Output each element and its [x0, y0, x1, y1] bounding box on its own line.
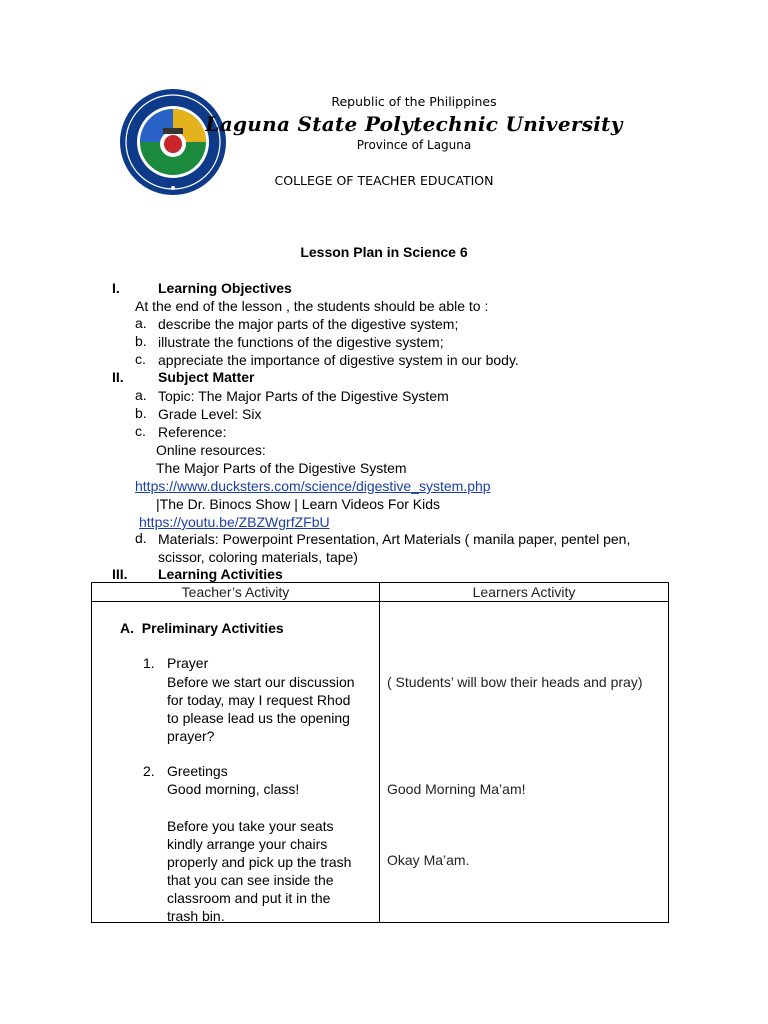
prayer-number: 1. [143, 655, 155, 671]
seats-line: properly and pick up the trash [167, 854, 352, 870]
objective-b: illustrate the functions of the digestive system; [158, 334, 444, 350]
topic: Topic: The Major Parts of the Digestive System [158, 388, 449, 404]
objective-b-letter: b. [135, 333, 147, 349]
materials-letter: d. [135, 530, 147, 546]
grade-level: Grade Level: Six [158, 406, 262, 422]
seats-line: kindly arrange your chairs [167, 836, 328, 852]
republic-header: Republic of the Philippines [331, 94, 497, 109]
learning-activities-table [91, 582, 669, 923]
online-resources-label: Online resources: [156, 442, 266, 458]
resource-2-link[interactable]: https://youtu.be/ZBZWgrfZFbU [139, 514, 330, 530]
seats-line: that you can see inside the [167, 872, 334, 888]
objective-c-letter: c. [135, 351, 146, 367]
seats-text [167, 817, 351, 925]
objective-c: appreciate the importance of digestive system in our body. [158, 352, 519, 368]
learners-activity-cell [380, 602, 669, 923]
prayer-title: Prayer [167, 655, 209, 671]
response-prayer: ( Students’ will bow their heads and pray) [387, 674, 643, 690]
prayer-line: to please lead us the opening [167, 710, 350, 726]
university-name: Laguna State Polytechnic University [205, 112, 623, 136]
learners-activity-header: Learners Activity [380, 583, 669, 602]
seats-line: classroom and put it in the [167, 890, 331, 906]
objective-a-letter: a. [135, 315, 147, 331]
prayer-line: for today, may I request Rhod [167, 692, 351, 708]
greetings-number: 2. [143, 763, 155, 779]
college-name: COLLEGE OF TEACHER EDUCATION [274, 173, 494, 188]
resource-2-title: |The Dr. Binocs Show | Learn Videos For Kids [156, 496, 441, 512]
province-header: Province of Laguna [356, 138, 472, 152]
section-3-heading: Learning Activities [158, 566, 283, 582]
section-1-numeral: I. [112, 280, 120, 296]
materials-line-2: scissor, coloring materials, tape) [158, 549, 358, 565]
materials-line-1: Materials: Powerpoint Presentation, Art Materials ( manila paper, pentel pen, [158, 531, 631, 547]
prayer-line: prayer? [167, 728, 215, 744]
grade-letter: b. [135, 405, 147, 421]
reference-label: Reference: [158, 424, 227, 440]
objective-a: describe the major parts of the digestive system; [158, 316, 459, 332]
response-greeting: Good Morning Ma’am! [387, 781, 526, 797]
section-1-heading: Learning Objectives [158, 280, 292, 296]
seats-line: Before you take your seats [167, 818, 334, 834]
greetings-title: Greetings [167, 763, 228, 779]
resource-1-title: The Major Parts of the Digestive System [156, 460, 407, 476]
section-2-numeral: II. [112, 369, 124, 385]
greeting-line: Good morning, class! [167, 781, 300, 797]
preliminary-activities-label: A. Preliminary Activities [120, 620, 284, 636]
response-okay: Okay Ma’am. [387, 852, 470, 868]
teacher-activity-header: Teacher’s Activity [92, 583, 380, 602]
topic-letter: a. [135, 387, 147, 403]
objectives-intro: At the end of the lesson , the students should be able to : [135, 298, 489, 314]
prayer-text [167, 673, 355, 745]
lesson-plan-title: Lesson Plan in Science 6 [300, 244, 468, 260]
teacher-activity-cell [92, 602, 380, 923]
reference-letter: c. [135, 423, 146, 439]
prayer-line: Before we start our discussion [167, 674, 355, 690]
seats-line: trash bin. [167, 908, 225, 924]
section-2-heading: Subject Matter [158, 369, 255, 385]
section-3-numeral: III. [112, 566, 128, 582]
resource-1-link[interactable]: https://www.ducksters.com/science/digestive_system.php [135, 478, 491, 494]
